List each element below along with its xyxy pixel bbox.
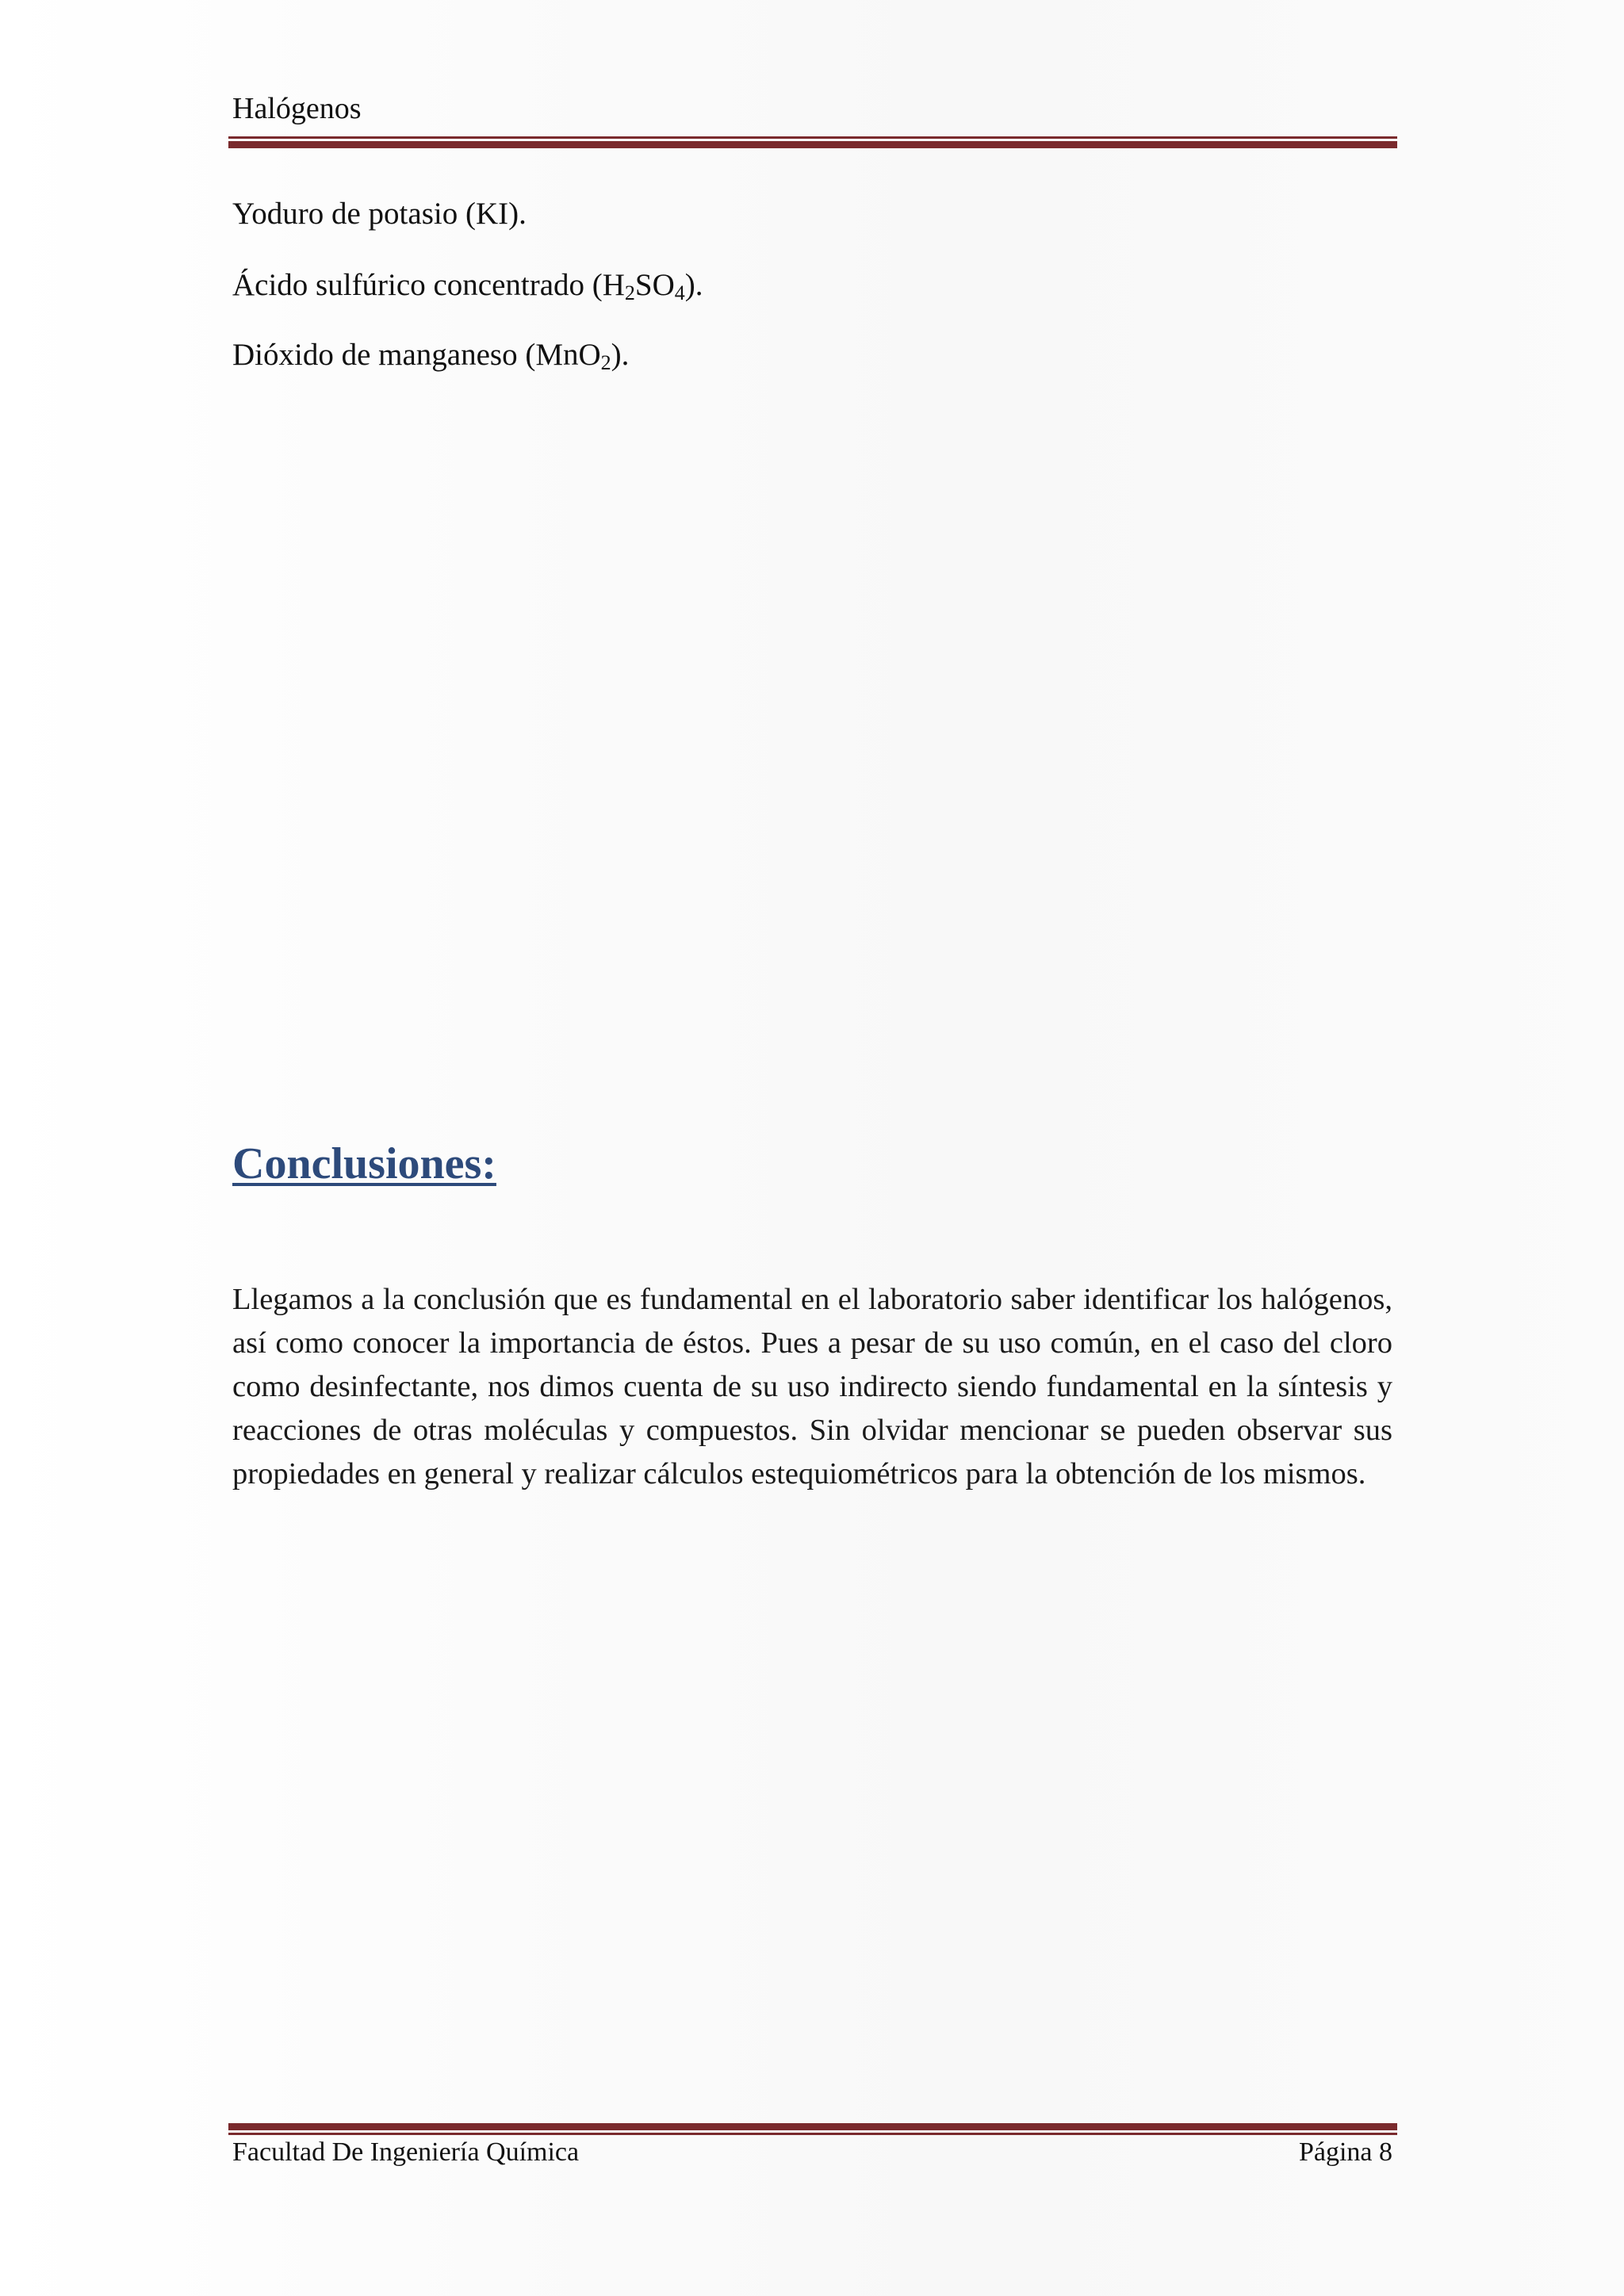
subscript: 2 — [624, 281, 635, 304]
reagent-text: ). — [684, 268, 703, 302]
header-rule-thick — [228, 141, 1397, 148]
footer-rule-thick — [228, 2123, 1397, 2130]
reagent-item-ki — [232, 198, 527, 229]
header-rule-thin — [228, 136, 1397, 139]
reagent-text: Yoduro de potasio (KI). — [232, 197, 527, 231]
section-heading: Conclusiones: — [232, 1139, 496, 1188]
footer-rule-thin — [228, 2133, 1397, 2135]
subscript: 4 — [674, 281, 685, 304]
reagent-item-h2so4 — [232, 268, 703, 304]
footer-page-number: Página 8 — [1298, 2137, 1392, 2167]
reagent-text: SO — [634, 268, 675, 302]
footer-faculty: Facultad De Ingeniería Química — [232, 2137, 580, 2167]
reagent-text: ). — [611, 338, 630, 372]
subscript: 2 — [600, 351, 611, 374]
reagent-text: Dióxido de manganeso (MnO — [232, 338, 601, 372]
reagent-item-mno2 — [232, 338, 630, 374]
header-title: Halógenos — [232, 92, 362, 125]
reagent-text: Ácido sulfúrico concentrado (H — [232, 268, 625, 302]
conclusion-paragraph: Llegamos a la conclusión que es fundamental en el laboratorio saber identificar los halógenos, así como conocer la importancia de éstos. Pues a pesar de su uso común, en el caso del cloro como desinfectante, nos dimos cuenta de su uso indirecto siendo fundamental en la síntesis y reacciones de otras moléculas y compuestos. Sin olvidar mencionar se pueden observar sus propiedades en general y realizar cálculos estequiométricos para la obtención de los mismos. — [232, 1283, 1392, 1490]
